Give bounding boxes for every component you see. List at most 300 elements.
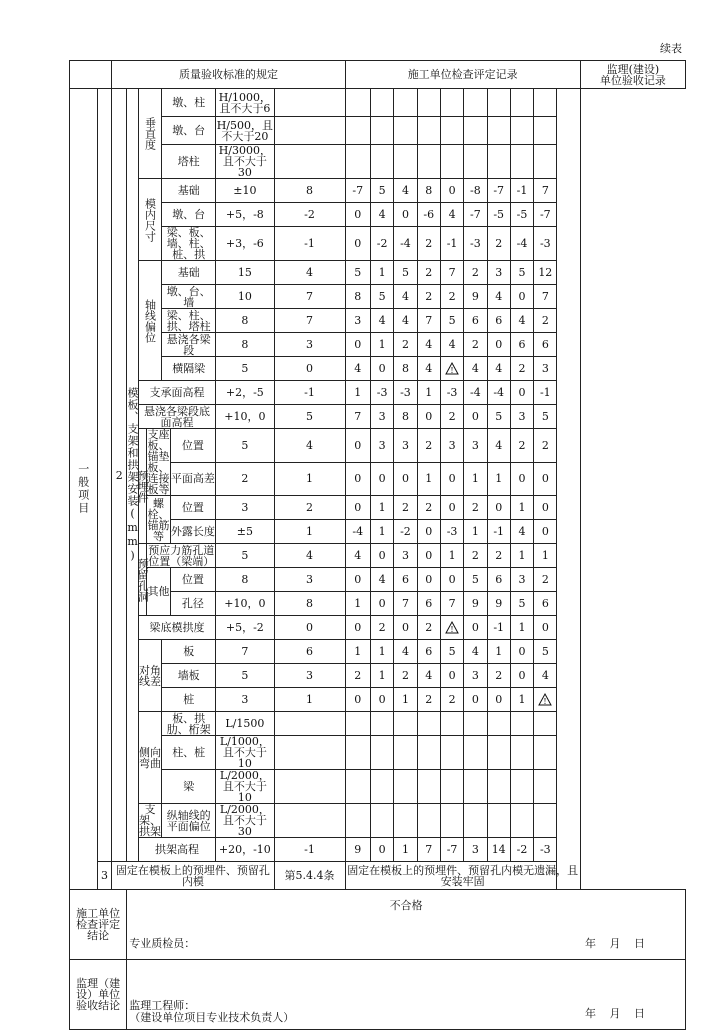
value-cell: 1 [510, 688, 533, 712]
value-cell [464, 770, 487, 804]
value-cell: -1 [487, 616, 510, 640]
value-cell: 4 [510, 520, 533, 544]
table-row [70, 309, 686, 333]
value-cell: 2 [534, 309, 557, 333]
value-cell [274, 145, 345, 179]
value-cell: 6 [487, 309, 510, 333]
row-label: 悬浇各梁段 [162, 333, 216, 357]
value-cell: 0 [394, 203, 417, 227]
table-row [70, 145, 686, 179]
svg-text:!: ! [543, 697, 547, 706]
row-label: 板、拱肋、桁架 [162, 712, 216, 736]
value-cell: 4 [487, 429, 510, 463]
standard-value: H/3000，且不大于30 [216, 145, 274, 179]
standard-value: 5 [216, 429, 274, 463]
standard-value: ±10 [216, 179, 274, 203]
value-cell: 2 [440, 688, 463, 712]
value-cell: 2 [464, 333, 487, 357]
table-row [70, 429, 686, 463]
inspection-table [69, 60, 686, 1030]
value-cell [440, 770, 463, 804]
value-cell [487, 117, 510, 145]
standard-value: +3，-6 [216, 227, 274, 261]
value-cell: 0 [510, 285, 533, 309]
value-cell: -4 [464, 381, 487, 405]
sub-group-label: 支座板、锚垫板、连接板等 [147, 428, 170, 496]
value-cell: 0 [487, 496, 510, 520]
value-cell [487, 804, 510, 838]
value-cell: 5 [534, 640, 557, 664]
value-cell [345, 89, 370, 117]
value-cell: 4 [440, 333, 463, 357]
value-cell [274, 736, 345, 770]
value-cell [345, 145, 370, 179]
table-row [70, 736, 686, 770]
value-cell: 0 [440, 462, 463, 496]
value-cell: 3 [394, 429, 417, 463]
supervision-conclusion-label: 监理（建设）单位验收结论 [70, 960, 127, 1030]
value-cell: 1 [417, 381, 440, 405]
value-cell: 2 [464, 261, 487, 285]
value-cell: 0 [417, 405, 440, 429]
value-cell: 3 [464, 429, 487, 463]
blank-cell [97, 89, 112, 862]
standard-value: L/1000，且不大于10 [216, 736, 274, 770]
value-cell [534, 736, 557, 770]
value-cell [534, 145, 557, 179]
row-label: 孔径 [170, 592, 216, 616]
row-label: 固定在模板上的预埋件、预留孔内模 [112, 862, 274, 890]
value-cell: 2 [534, 429, 557, 463]
value-cell: 5 [440, 309, 463, 333]
item-number: 3 [97, 862, 112, 890]
value-cell [440, 712, 463, 736]
value-cell: 0 [464, 616, 487, 640]
value-cell: 3 [534, 357, 557, 381]
value-cell: 7 [274, 285, 345, 309]
row-label: 板 [162, 640, 216, 664]
row-label: 位置 [170, 496, 216, 520]
value-cell: 0 [510, 462, 533, 496]
value-cell: 7 [534, 179, 557, 203]
standard-value: +10，0 [216, 405, 274, 429]
value-cell: -5 [487, 203, 510, 227]
table-row [70, 496, 686, 520]
value-cell: 2 [345, 664, 370, 688]
standard-value: H/500，且不大于20 [216, 118, 273, 143]
value-cell: -7 [534, 203, 557, 227]
value-cell: 6 [394, 568, 417, 592]
value-cell: 1 [510, 544, 533, 568]
value-cell: 4 [394, 309, 417, 333]
value-cell: -8 [464, 179, 487, 203]
value-cell: 1 [534, 544, 557, 568]
value-cell: 0 [487, 333, 510, 357]
value-cell: 5 [370, 179, 393, 203]
value-cell: 7 [440, 261, 463, 285]
col-supervision-header: 监理(建设) 单位验收记录 [580, 61, 685, 89]
value-cell: 2 [440, 285, 463, 309]
value-cell: 5 [394, 261, 417, 285]
value-cell [440, 804, 463, 838]
inspector-label: 专业质检员： [129, 937, 196, 950]
value-cell: 4 [487, 357, 510, 381]
group-label: 预埋件 [138, 429, 146, 544]
table-row [70, 568, 686, 592]
value-cell: 7 [274, 309, 345, 333]
standard-value: 8 [216, 568, 274, 592]
standard-value: 第5.4.4条 [274, 862, 345, 890]
row-label: 预应力筋孔道位置（梁端） [148, 543, 215, 568]
row-label: 墩、台、墙 [162, 285, 216, 309]
value-cell: 0 [370, 838, 393, 862]
value-cell: 0 [345, 333, 370, 357]
value-cell: 1 [394, 688, 417, 712]
value-cell: 0 [534, 462, 557, 496]
value-cell [394, 145, 417, 179]
value-cell: 1 [274, 520, 345, 544]
svg-text:!: ! [450, 366, 454, 375]
value-cell: 2 [534, 568, 557, 592]
svg-text:!: ! [450, 625, 454, 634]
value-cell: 4 [274, 544, 345, 568]
value-cell [440, 736, 463, 770]
row-label: 梁、柱、拱、塔柱 [162, 309, 216, 333]
value-cell: -1 [274, 381, 345, 405]
value-cell: 0 [274, 616, 345, 640]
row-label: 柱、桩 [162, 736, 216, 770]
value-cell [370, 89, 393, 117]
value-cell: 2 [417, 688, 440, 712]
value-cell [534, 804, 557, 838]
value-cell: -1 [510, 179, 533, 203]
value-cell [345, 712, 370, 736]
value-cell: 2 [464, 544, 487, 568]
value-cell: 7 [417, 309, 440, 333]
table-row [70, 227, 686, 261]
value-cell: 0 [487, 688, 510, 712]
value-cell: 4 [440, 203, 463, 227]
value-cell: 0 [417, 520, 440, 544]
value-cell: 3 [274, 333, 345, 357]
value-cell: 6 [417, 592, 440, 616]
value-cell: 4 [274, 429, 345, 463]
table-row [70, 203, 686, 227]
value-cell [440, 117, 463, 145]
value-cell: 4 [464, 357, 487, 381]
supervision-conclusion-cell [127, 960, 686, 1030]
value-cell: 3 [345, 309, 370, 333]
value-cell [534, 89, 557, 117]
group-label: 对角线差 [138, 640, 161, 712]
row-label: 塔柱 [162, 145, 216, 179]
table-row [70, 616, 686, 640]
value-cell: -1 [274, 227, 345, 261]
warning-icon [538, 693, 552, 706]
row-label: 平面高差 [170, 462, 216, 496]
standard-value: +10，0 [216, 592, 274, 616]
value-cell: 9 [464, 592, 487, 616]
row-label: 支承面高程 [138, 381, 215, 405]
row-label: 横隔梁 [162, 357, 216, 381]
value-cell: 0 [345, 568, 370, 592]
value-cell: 0 [510, 381, 533, 405]
value-cell: 0 [345, 429, 370, 463]
group-label: 轴线偏位 [138, 261, 161, 381]
value-cell: 0 [345, 203, 370, 227]
value-cell: 2 [417, 496, 440, 520]
value-cell [417, 712, 440, 736]
row-label: 桩 [162, 688, 216, 712]
value-cell: 1 [487, 462, 510, 496]
value-cell: 0 [534, 616, 557, 640]
value-cell: 3 [274, 568, 345, 592]
value-cell [510, 712, 533, 736]
value-cell: 2 [394, 333, 417, 357]
col-standard-header: 质量验收标准的规定 [112, 61, 345, 89]
engineer-note: （建设单位项目专业技术负责人） [129, 1011, 295, 1024]
value-cell [440, 145, 463, 179]
value-cell: 6 [274, 640, 345, 664]
value-cell: 5 [510, 592, 533, 616]
value-cell [417, 770, 440, 804]
value-cell: -5 [510, 203, 533, 227]
value-cell: 8 [417, 179, 440, 203]
value-cell [534, 712, 557, 736]
value-cell: 4 [345, 357, 370, 381]
value-cell: 9 [464, 285, 487, 309]
value-cell: 7 [534, 285, 557, 309]
row-label: 梁 [162, 770, 216, 804]
value-cell: 5 [487, 405, 510, 429]
value-cell [440, 357, 463, 381]
value-cell: 0 [345, 462, 370, 496]
value-cell: 0 [394, 462, 417, 496]
value-cell: 3 [510, 568, 533, 592]
standard-value: 3 [216, 496, 274, 520]
value-cell: 8 [394, 357, 417, 381]
row-label: 外露长度 [170, 520, 216, 544]
value-cell: 5 [345, 261, 370, 285]
value-cell: 1 [370, 520, 393, 544]
value-cell: 2 [487, 664, 510, 688]
value-cell: 0 [370, 544, 393, 568]
item-number: 2 [112, 89, 127, 862]
table-row [70, 117, 686, 145]
value-cell [394, 712, 417, 736]
value-cell: 7 [345, 405, 370, 429]
value-cell: 5 [534, 405, 557, 429]
value-cell [464, 117, 487, 145]
value-cell: 1 [274, 688, 345, 712]
value-cell: 1 [370, 664, 393, 688]
value-cell [417, 89, 440, 117]
value-cell: 5 [274, 405, 345, 429]
standard-value: 5 [216, 664, 274, 688]
row-label: 基础 [162, 179, 216, 203]
standard-value: H/1000，且不大于6 [216, 89, 274, 117]
standard-value: 3 [216, 688, 274, 712]
value-cell: 4 [345, 544, 370, 568]
value-cell: 4 [394, 179, 417, 203]
group-label: 模内尺寸 [138, 179, 161, 261]
value-cell: 4 [394, 640, 417, 664]
standard-value: ±5 [216, 520, 274, 544]
value-cell: -7 [345, 179, 370, 203]
value-cell: 1 [345, 640, 370, 664]
value-cell: -3 [440, 520, 463, 544]
value-cell [345, 117, 370, 145]
value-cell: 1 [345, 592, 370, 616]
construction-conclusion-label: 施工单位检查评定结论 [70, 890, 127, 960]
value-cell [370, 145, 393, 179]
value-cell: 0 [510, 664, 533, 688]
sub-group-label: 支架、拱架 [139, 803, 162, 838]
value-cell: 8 [274, 179, 345, 203]
value-cell: -3 [394, 381, 417, 405]
row-label: 基础 [162, 261, 216, 285]
value-cell: 3 [464, 838, 487, 862]
value-cell [345, 736, 370, 770]
value-cell: 2 [510, 357, 533, 381]
value-cell [417, 145, 440, 179]
value-cell [464, 804, 487, 838]
value-cell [510, 736, 533, 770]
value-cell: 1 [510, 616, 533, 640]
value-cell [370, 770, 393, 804]
value-cell [394, 770, 417, 804]
value-cell: 8 [345, 285, 370, 309]
value-cell: 1 [370, 496, 393, 520]
value-cell: 3 [464, 664, 487, 688]
value-cell: -2 [370, 227, 393, 261]
value-cell: 0 [370, 462, 393, 496]
value-cell: 0 [345, 616, 370, 640]
value-cell: -2 [394, 520, 417, 544]
value-cell [394, 117, 417, 145]
value-cell: 2 [417, 227, 440, 261]
value-cell: 0 [370, 688, 393, 712]
value-cell [274, 804, 345, 838]
value-cell [464, 89, 487, 117]
value-cell: 1 [464, 462, 487, 496]
value-cell: 5 [440, 640, 463, 664]
value-cell [510, 117, 533, 145]
standard-value: L/2000，且不大于30 [216, 804, 274, 838]
record-text: 固定在模板上的预埋件、预留孔内模无遗漏，且安装牢固 [345, 862, 580, 890]
value-cell: 0 [440, 568, 463, 592]
continued-label: 续表 [660, 42, 682, 55]
value-cell: -3 [440, 381, 463, 405]
value-cell: 4 [370, 568, 393, 592]
value-cell: 3 [274, 664, 345, 688]
standard-value: 5 [216, 544, 274, 568]
value-cell: -1 [534, 381, 557, 405]
value-cell [464, 736, 487, 770]
row-label: 梁、板、墙、柱、桩、拱 [162, 227, 216, 261]
value-cell: -6 [417, 203, 440, 227]
value-cell [370, 736, 393, 770]
value-cell: 0 [274, 357, 345, 381]
value-cell: 2 [417, 285, 440, 309]
value-cell: 6 [534, 333, 557, 357]
value-cell: 2 [370, 616, 393, 640]
value-cell: 0 [534, 520, 557, 544]
standard-value: L/1500 [216, 712, 274, 736]
standard-value: 15 [216, 261, 274, 285]
value-cell: 4 [417, 333, 440, 357]
value-cell: 1 [487, 640, 510, 664]
value-cell [417, 117, 440, 145]
conclusion-result: 不合格 [389, 899, 423, 912]
value-cell [510, 89, 533, 117]
value-cell [274, 117, 345, 145]
value-cell: -2 [510, 838, 533, 862]
value-cell: 3 [510, 405, 533, 429]
value-cell: 2 [394, 664, 417, 688]
sub-group-label: 螺栓、锚筋等 [147, 496, 170, 543]
table-row [70, 285, 686, 309]
value-cell: 0 [417, 568, 440, 592]
value-cell: 3 [440, 429, 463, 463]
value-cell [510, 804, 533, 838]
value-cell [370, 117, 393, 145]
value-cell: 1 [510, 496, 533, 520]
value-cell [440, 89, 463, 117]
value-cell: 1 [417, 462, 440, 496]
value-cell [487, 712, 510, 736]
standard-value: +2，-5 [216, 381, 274, 405]
value-cell: 7 [440, 592, 463, 616]
table-row [70, 770, 686, 804]
value-cell: 2 [394, 496, 417, 520]
value-cell: 0 [440, 179, 463, 203]
value-cell: 0 [440, 496, 463, 520]
group-label: 垂直度 [138, 89, 161, 179]
standard-value: 7 [216, 640, 274, 664]
value-cell: 4 [417, 357, 440, 381]
value-cell: -1 [440, 227, 463, 261]
value-cell: 0 [464, 405, 487, 429]
value-cell: 3 [370, 405, 393, 429]
value-cell: 2 [464, 496, 487, 520]
value-cell: 0 [534, 496, 557, 520]
row-label: 纵轴线的平面偏位 [162, 804, 216, 838]
value-cell: 4 [487, 285, 510, 309]
value-cell [510, 145, 533, 179]
value-cell: 4 [510, 309, 533, 333]
standard-value: 10 [216, 285, 274, 309]
value-cell: -4 [510, 227, 533, 261]
table-row [70, 838, 686, 862]
value-cell: 7 [394, 592, 417, 616]
row-label: 位置 [170, 429, 216, 463]
value-cell: -4 [345, 520, 370, 544]
value-cell [370, 804, 393, 838]
table-row [70, 61, 686, 89]
value-cell [345, 770, 370, 804]
row-label: 梁底模拱度 [138, 616, 215, 640]
value-cell: 1 [464, 520, 487, 544]
value-cell: 0 [345, 227, 370, 261]
value-cell [370, 712, 393, 736]
table-row [70, 890, 686, 960]
value-cell: 6 [464, 309, 487, 333]
value-cell: 1 [394, 838, 417, 862]
engineer-label: 监理工程师： [129, 999, 196, 1012]
table-row [70, 664, 686, 688]
value-cell: 5 [370, 285, 393, 309]
